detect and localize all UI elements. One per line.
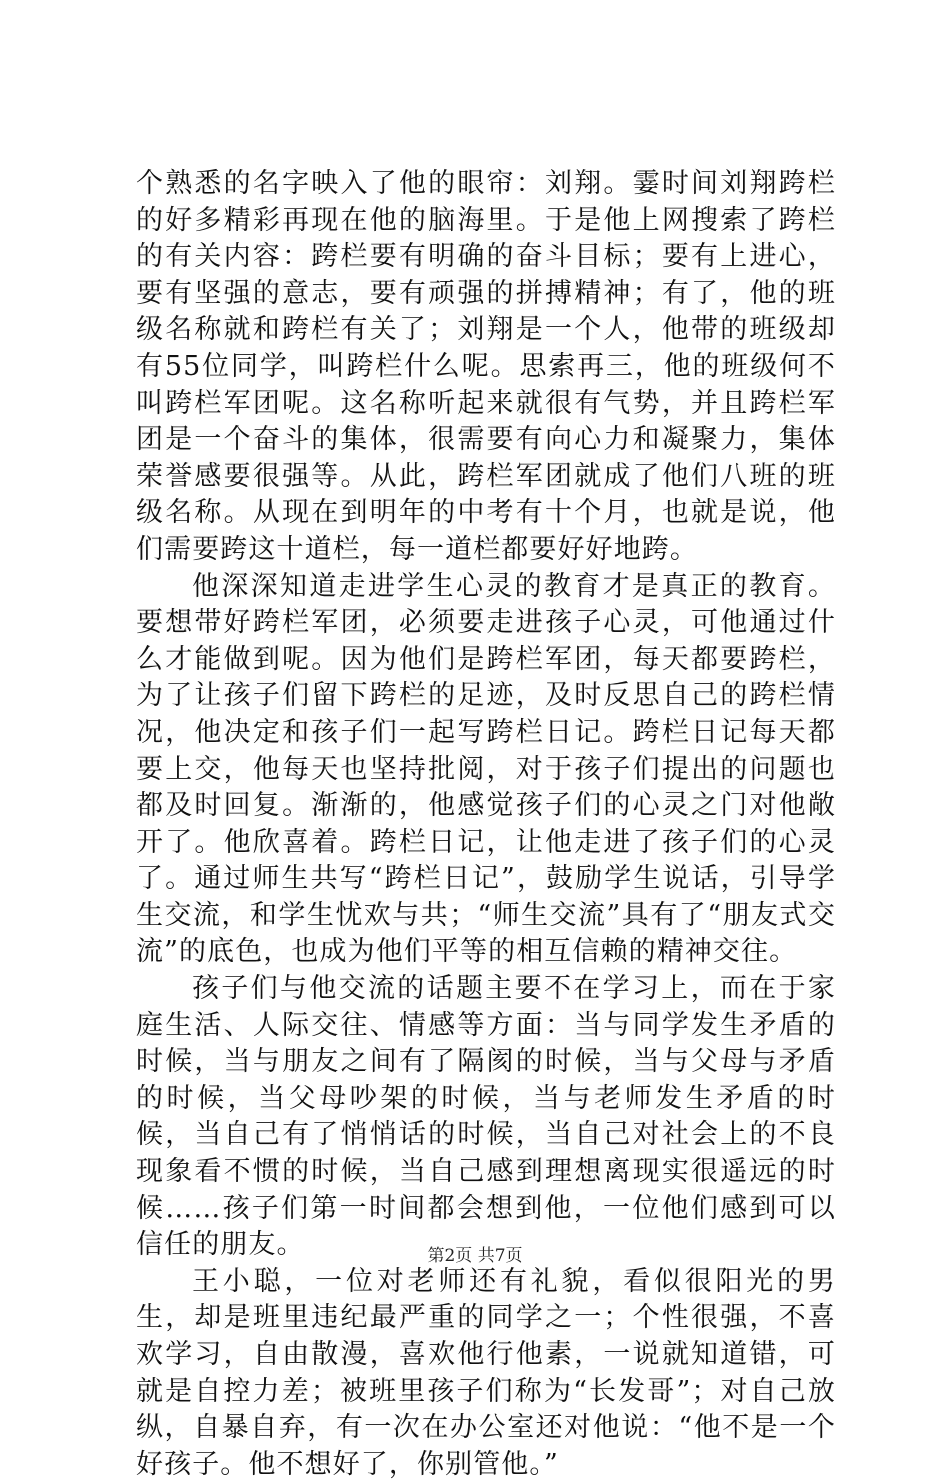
paragraph: 王小聪，一位对老师还有礼貌，看似很阳光的男生，却是班里违纪最严重的同学之一；个性很强，不喜欢学习，自由散漫，喜欢他行他素，一说就知道错，可就是自控力差；被班里孩子们称为“长发哥”；对自己放纵，自暴自弃，有一次在办公室还对他说：“他不是一个好孩子。他不想好了，你别管他。” <box>136 1265 836 1480</box>
page-number-footer: 第2页 共7页 <box>427 1246 523 1266</box>
paragraph: 孩子们与他交流的话题主要不在学习上，而在于家庭生活、人际交往、情感等方面：当与同学发生矛盾的时候，当与朋友之间有了隔阂的时候，当与父母与矛盾的时候，当父母吵架的时候，当与老师发生矛盾的时候，当自己有了悄悄话的时候，当自己对社会上的不良现象看不惯的时候，当自己感到理想离现实很遥远的时候……孩子们第一时间都会想到他，一位他们感到可以信任的朋友。 <box>136 973 836 1261</box>
body-text <box>136 166 836 1483</box>
paragraph-continued: 个熟悉的名字映入了他的眼帘：刘翔。霎时间刘翔跨栏的好多精彩再现在他的脑海里。于是他上网搜索了跨栏的有关内容：跨栏要有明确的奋斗目标；要有上进心，要有坚强的意志，要有顽强的拼搏精神；有了，他的班级名称就和跨栏有关了；刘翔是一个人，他带的班级却有55位同学，叫跨栏什么呢。思索再三，他的班级何不叫跨栏军团呢。这名称听起来就很有气势，并且跨栏军团是一个奋斗的集体，很需要有向心力和凝聚力，集体荣誉感要很强等。从此，跨栏军团就成了他们八班的班级名称。从现在到明年的中考有十个月，也就是说，他们需要跨这十道栏，每一道栏都要好好地跨。 <box>136 168 836 565</box>
paragraph: 他深深知道走进学生心灵的教育才是真正的教育。要想带好跨栏军团，必须要走进孩子心灵，可他通过什么才能做到呢。因为他们是跨栏军团，每天都要跨栏，为了让孩子们留下跨栏的足迹，及时反思自己的跨栏情况，他决定和孩子们一起写跨栏日记。跨栏日记每天都要上交，他每天也坚持批阅，对于孩子们提出的问题也都及时回复。渐渐的，他感觉孩子们的心灵之门对他敞开了。他欣喜着。跨栏日记，让他走进了孩子们的心灵了。通过师生共写“跨栏日记”，鼓励学生说话，引导学生交流，和学生忧欢与共；“师生交流”具有了“朋友式交流”的底色，也成为他们平等的相互信赖的精神交往。 <box>136 570 836 968</box>
